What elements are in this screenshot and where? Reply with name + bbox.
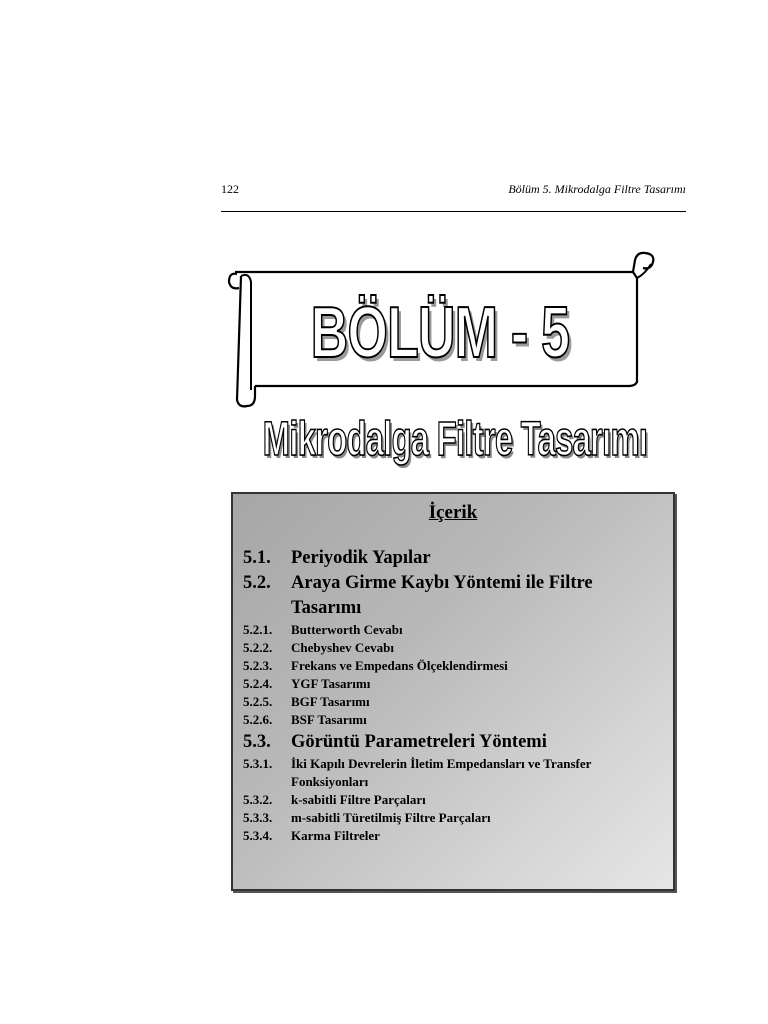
toc-entry-text: k-sabitli Filtre Parçaları (291, 792, 426, 807)
toc-entry-text: m-sabitli Türetilmiş Filtre Parçaları (291, 810, 491, 825)
toc-entry (243, 809, 663, 827)
toc-entry (243, 571, 663, 621)
toc-entry-number: 5.2.3. (243, 658, 273, 673)
toc-entry-text: Periyodik Yapılar (291, 548, 431, 568)
contents-heading: İçerik (428, 502, 478, 523)
running-title: Bölüm 5. Mikrodalga Filtre Tasarımı (508, 182, 686, 196)
toc-entry (243, 827, 663, 845)
chapter-title: BÖLÜM - 5 (310, 293, 570, 373)
toc-entry-number: 5.2.5. (243, 694, 273, 709)
toc-entry-number: 5.3.3. (243, 810, 273, 825)
toc-entry-text: Araya Girme Kaybı Yöntemi ile Filtre Tasarımı (291, 573, 593, 618)
toc-entry (243, 546, 663, 571)
toc-entry (243, 755, 663, 791)
page-header (221, 182, 686, 198)
toc-entry-number: 5.3.1. (243, 756, 273, 771)
page-number: 122 (221, 182, 239, 196)
toc-entry (243, 621, 663, 639)
toc-entry-number: 5.3.4. (243, 828, 273, 843)
toc-entry-number: 5.2.4. (243, 676, 273, 691)
contents-list (243, 546, 663, 845)
toc-entry-number: 5.1. (243, 548, 271, 568)
toc-entry (243, 730, 663, 755)
toc-entry-number: 5.2.1. (243, 622, 273, 637)
header-rule (221, 211, 686, 212)
toc-entry-number: 5.2.2. (243, 640, 273, 655)
toc-entry-number: 5.3. (243, 732, 271, 752)
toc-entry (243, 657, 663, 675)
toc-entry (243, 639, 663, 657)
toc-entry-text: YGF Tasarımı (291, 676, 371, 691)
toc-entry (243, 675, 663, 693)
toc-entry-text: BGF Tasarımı (291, 694, 370, 709)
toc-entry-text: İki Kapılı Devrelerin İletim Empedansları ve Transfer Fonksiyonları (291, 756, 592, 789)
toc-entry-text: Chebyshev Cevabı (291, 640, 394, 655)
toc-entry-text: BSF Tasarımı (291, 712, 367, 727)
contents-box (231, 492, 675, 891)
toc-entry (243, 711, 663, 729)
toc-entry-number: 5.2. (243, 573, 271, 593)
toc-entry-text: Butterworth Cevabı (291, 622, 403, 637)
toc-entry-number: 5.3.2. (243, 792, 273, 807)
toc-entry-text: Frekans ve Empedans Ölçeklendirmesi (291, 658, 508, 673)
toc-entry (243, 791, 663, 809)
toc-entry (243, 693, 663, 711)
chapter-subtitle: Mikrodalga Filtre Tasarımı (262, 413, 648, 466)
toc-entry-number: 5.2.6. (243, 712, 273, 727)
toc-entry-text: Görüntü Parametreleri Yöntemi (291, 732, 547, 752)
toc-entry-text: Karma Filtreler (291, 828, 380, 843)
